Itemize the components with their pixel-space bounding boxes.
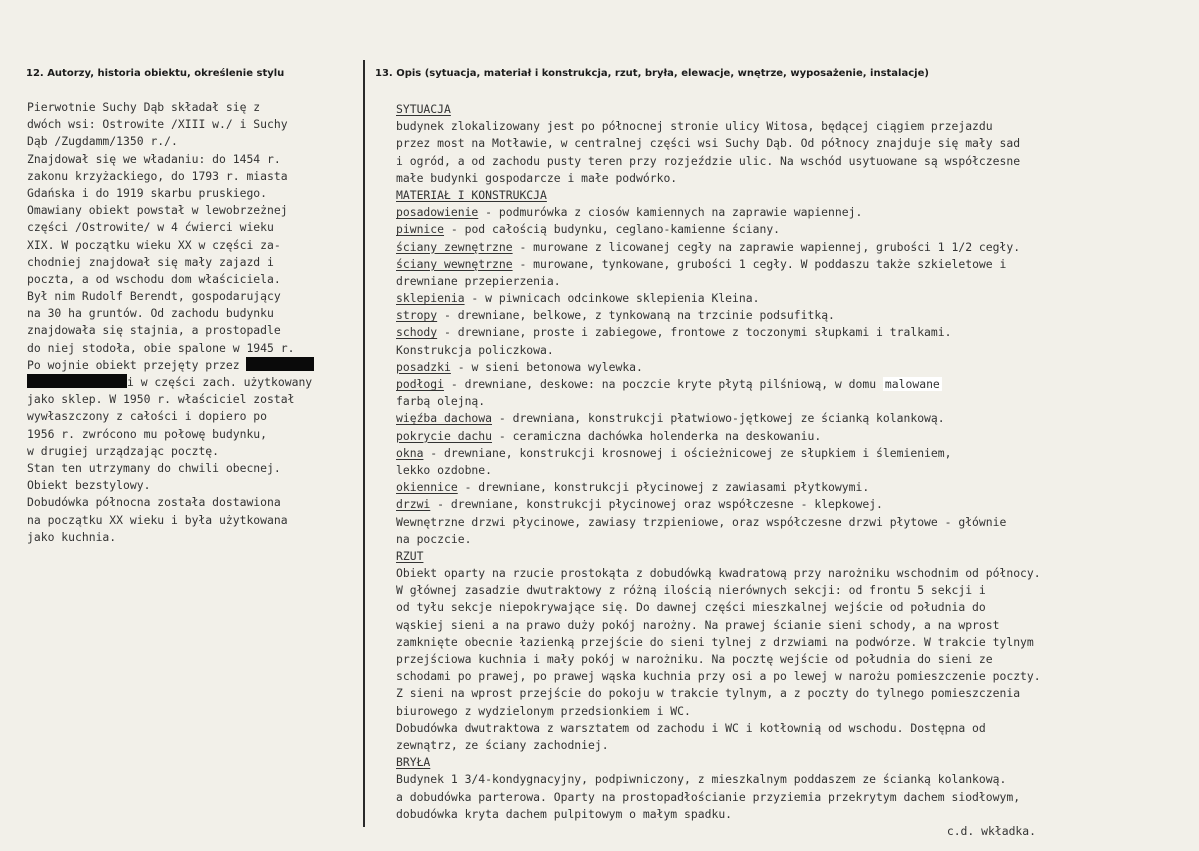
history-line: do niej stodoła, obie spalone w 1945 r. (27, 340, 295, 355)
continuation-note: c.d. wkładka. (946, 823, 1036, 838)
material-description: na poczcie. (396, 531, 472, 546)
material-description: Konstrukcja policzkowa. (396, 342, 554, 357)
redacted-block (27, 374, 127, 388)
material-description: lekko ozdobne. (396, 462, 493, 477)
column-divider (363, 60, 365, 827)
history-line: 1956 r. zwrócono mu połowę budynku, (27, 426, 268, 441)
history-line: chodniej znajdował się mały zajazd i (27, 254, 274, 269)
rzut-line: Dobudówka dwutraktowa z warsztatem od zachodu i WC i kotłownią od wschodu. Dostępna od (396, 720, 986, 735)
history-line: zakonu krzyżackiego, do 1793 r. miasta (27, 168, 288, 183)
material-term: więźba dachowa (396, 411, 493, 426)
material-description: - drewniane, konstrukcji płycinowej z zawiasami płytkowymi. (457, 480, 870, 495)
material-term: ściany zewnętrzne (396, 239, 513, 254)
material-line (396, 204, 1186, 221)
material-line (396, 496, 1186, 513)
rzut-line: przejściowa kuchnia i mały pokój w narożniku. Na pocztę wejście od południa do sieni ze (396, 652, 993, 666)
history-line: XIX. W początku wieku XX w części za- (27, 237, 281, 252)
history-line: Obiekt bezstylowy. (27, 478, 151, 493)
history-line: dwóch wsi: Ostrowite /XIII w./ i Suchy (27, 117, 288, 132)
history-line: jako sklep. W 1950 r. właściciel został (27, 392, 295, 407)
material-description: - pod całością budynku, ceglano-kamienne ściany. (444, 222, 781, 237)
material-description: - murowane, tynkowane, grubości 1 cegły. W poddaszu także szkieletowe i (512, 256, 1007, 271)
material-line (396, 221, 1186, 238)
history-line: wywłaszczony z całości i dopiero po (27, 409, 268, 424)
bryla-line: a dobudówka parterowa. Oparty na prostopadłościanie przyziemia przekrytym dachem siodłowym, (396, 789, 1021, 804)
sytuacja-line: i ogród, a od zachodu pusty teren przy rozjeździe ulic. Na wschód usytuowane są współczesne (396, 153, 1021, 168)
rzut-line: wąskiej sieni a na prawo duży pokój narożny. Na prawej ścianie sieni schody, a na wprost (396, 617, 1000, 632)
material-term: ściany wewnętrzne (396, 256, 513, 271)
material-term: stropy (396, 308, 438, 323)
rzut-line: Z sieni na wprost przejście do pokoju w trakcie tylnym, a z poczty do tylnego pomieszczenia (396, 686, 1021, 701)
material-description: - w piwnicach odcinkowe sklepienia Kleina. (464, 291, 760, 306)
material-line (396, 256, 1186, 273)
material-description: farbą olejną. (396, 394, 486, 409)
material-description: - drewniana, konstrukcji płatwiowo-jętkowej ze ścianką kolankową. (492, 411, 945, 426)
material-description: - w sieni betonowa wylewka. (450, 359, 643, 374)
material-term: okiennice (396, 480, 458, 495)
material-term: schody (396, 325, 438, 340)
rzut-paragraph (396, 565, 1186, 754)
material-description: - drewniane, deskowe: na poczcie kryte płytą pilśniową, w domu (444, 377, 883, 391)
history-line: i w części zach. użytkowany (27, 374, 357, 391)
material-line (396, 290, 1186, 307)
material-description: - drewniane, belkowe, z tynkowaną na trzcinie podsufitką. (437, 308, 835, 323)
material-description: drewniane przepierzenia. (396, 273, 561, 288)
material-line (396, 324, 1186, 341)
material-description: - ceramiczna dachówka holenderka na deskowaniu. (492, 428, 822, 443)
rzut-line: zewnątrz, ze ściany zachodniej. (396, 737, 609, 752)
history-line: na 30 ha gruntów. Od zachodu budynku (27, 306, 274, 321)
material-term: podłogi (396, 377, 445, 391)
history-line: jako kuchnia. (27, 529, 117, 544)
material-line (396, 273, 1186, 290)
section-heading-rzut: RZUT (396, 548, 424, 563)
history-line: Pierwotnie Suchy Dąb składał się z (27, 100, 261, 114)
material-line (396, 514, 1186, 531)
section-13-header: 13. Opis (sytuacja, materiał i konstrukcja, rzut, bryła, elewacje, wnętrze, wyposażenie, instalacje) (375, 68, 929, 79)
material-list (396, 204, 1186, 548)
section-heading-material: MATERIAŁ I KONSTRUKCJA (396, 187, 547, 202)
material-line (396, 462, 1186, 479)
material-line (396, 359, 1186, 376)
rzut-line: biurowego z wydzielonym przedsionkiem i WC. (396, 703, 691, 718)
section-heading-sytuacja: SYTUACJA (396, 102, 451, 116)
bryla-paragraph (396, 771, 1186, 823)
rzut-line: W głównej zasadzie dwutraktowy z różną ilością nierównych sekcji: od frontu 5 sekcji i (396, 583, 986, 598)
history-line: Był nim Rudolf Berendt, gospodarujący (27, 289, 281, 304)
material-description: - podmurówka z ciosów kamiennych na zaprawie wapiennej. (478, 205, 863, 220)
rzut-line: schodami po prawej, po prawej wąska kuchnia przy osi a po lewej w narożu pomieszczenie poczty. (396, 669, 1041, 684)
section-heading-bryla: BRYŁA (396, 755, 431, 770)
sytuacja-line: budynek zlokalizowany jest po północnej stronie ulicy Witosa, będącej ciągiem przejazdu (396, 119, 993, 134)
material-description: - drewniane, konstrukcji krosnowej i ościeżnicowej ze słupkiem i ślemieniem, (423, 445, 952, 460)
history-text (27, 99, 357, 546)
material-line (396, 428, 1186, 445)
history-line: Dobudówka północna została dostawiona (27, 495, 281, 510)
history-line: Stan ten utrzymany do chwili obecnej. (27, 460, 281, 475)
history-line: Znajdował się we władaniu: do 1454 r. (27, 151, 281, 166)
material-term: sklepienia (396, 291, 465, 306)
material-line (396, 410, 1186, 427)
history-line: Po wojnie obiekt przejęty przez (27, 357, 357, 374)
history-line: Dąb /Zugdamm/1350 r./. (27, 134, 178, 149)
rzut-line: od tyłu sekcje niepokrywające się. Do dawnej części mieszkalnej wejście od południa do (396, 600, 986, 615)
history-line: Gdańska i do 1919 skarbu pruskiego. (27, 185, 268, 200)
sytuacja-line: przez most na Motławie, w centralnej części wsi Suchy Dąb. Od północy znajduje się mały sad (396, 136, 1021, 151)
history-line: w drugiej urządzając pocztę. (27, 443, 220, 458)
material-line (396, 342, 1186, 359)
rzut-line: zamknięte obecnie łazienką przejście do sieni tylnej z drzwiami na podwórze. W trakcie tylnym (396, 634, 1034, 649)
section-12-header: 12. Autorzy, historia obiektu, określenie stylu (26, 68, 285, 79)
material-term: piwnice (396, 222, 445, 237)
material-term: posadowienie (396, 205, 479, 220)
material-term: posadzki (396, 359, 451, 374)
description-text (396, 101, 1186, 840)
sytuacja-line: małe budynki gospodarcze i małe podwórko. (396, 170, 678, 185)
material-line (396, 376, 1186, 393)
history-line: poczta, a od wschodu dom właściciela. (27, 271, 281, 286)
sytuacja-paragraph (396, 118, 1186, 187)
bryla-line: dobudówka kryta dachem pulpitowym o małym spadku. (396, 806, 733, 821)
bryla-line: Budynek 1 3/4-kondygnacyjny, podpiwniczony, z mieszkalnym poddaszem ze ścianką kolankową. (396, 772, 1007, 787)
history-line: części /Ostrowite/ w 4 ćwierci wieku (27, 220, 274, 235)
material-description: - drewniane, konstrukcji płycinowej oraz współczesne - klepkowej. (430, 497, 883, 512)
material-line (396, 239, 1186, 256)
material-term: drzwi (396, 497, 431, 512)
material-description: - drewniane, proste i zabiegowe, frontowe z toczonymi słupkami i tralkami. (437, 325, 952, 340)
highlighted-word: malowane (884, 377, 940, 391)
material-line (396, 393, 1186, 410)
redacted-block (246, 357, 314, 371)
material-line (396, 531, 1186, 548)
history-line: na początku XX wieku i była użytkowana (27, 512, 288, 527)
history-line: Omawiany obiekt powstał w lewobrzeżnej (27, 203, 288, 218)
material-line (396, 307, 1186, 324)
material-description: Wewnętrzne drzwi płycinowe, zawiasy trzpieniowe, oraz współczesne drzwi płytowe - głównie (396, 514, 1007, 529)
material-term: okna (396, 445, 424, 460)
material-line (396, 445, 1186, 462)
material-line (396, 479, 1186, 496)
history-line: znajdowała się stajnia, a prostopadle (27, 323, 281, 338)
material-description: - murowane z licowanej cegły na zaprawie wapiennej, grubości 1 1/2 cegły. (512, 239, 1021, 254)
material-term: pokrycie dachu (396, 428, 493, 443)
rzut-line: Obiekt oparty na rzucie prostokąta z dobudówką kwadratową przy narożniku wschodnim od północy. (396, 566, 1041, 581)
